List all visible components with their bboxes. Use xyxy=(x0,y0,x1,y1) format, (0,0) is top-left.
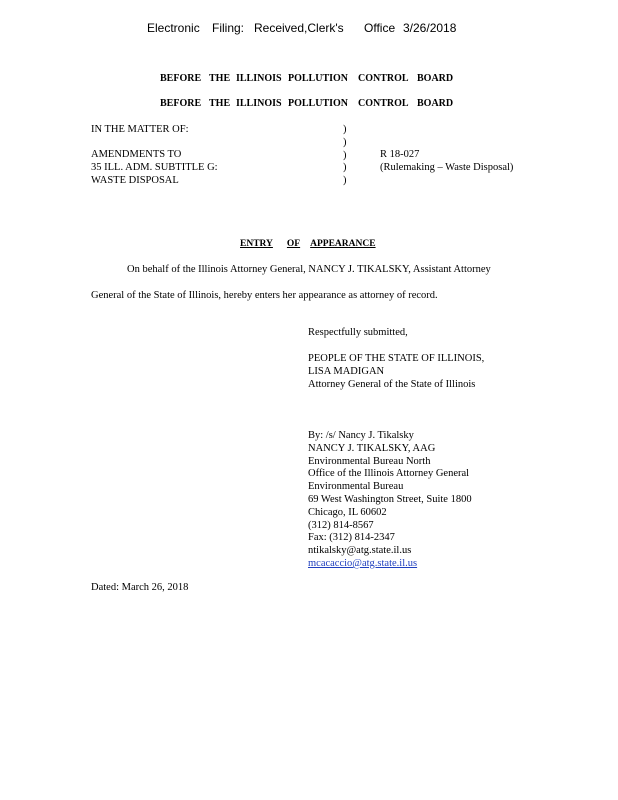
board-header-2-control: CONTROL xyxy=(358,98,409,109)
people-block xyxy=(308,353,484,391)
board-header-1-board: BOARD xyxy=(417,73,454,84)
street-address: 69 West Washington Street, Suite 1800 xyxy=(308,493,472,505)
body-line-2: General of the State of Illinois, hereby enters her appearance as attorney of record. xyxy=(91,290,438,301)
board-header-2-the: THE xyxy=(209,98,231,109)
caption-paren: ) xyxy=(343,175,347,187)
bureau-line: Environmental Bureau North xyxy=(308,455,431,467)
stamp-date: 3/26/2018 xyxy=(403,21,457,35)
title-word-entry: ENTRY xyxy=(240,239,273,249)
caption-paren: ) xyxy=(343,136,347,148)
stamp-word-filing: Filing: xyxy=(212,21,245,35)
document-title xyxy=(240,239,396,249)
email-primary: ntikalsky@atg.state.il.us xyxy=(308,545,412,557)
email-link[interactable]: mcacaccio@atg.state.il.us xyxy=(308,557,418,569)
body-line-1: On behalf of the Illinois Attorney General, NANCY J. TIKALSKY, Assistant Attorney xyxy=(127,264,491,275)
closing-respectfully: Respectfully submitted, xyxy=(308,327,408,338)
rulemaking-label: (Rulemaking – Waste Disposal) xyxy=(380,161,514,173)
caption-paren: ) xyxy=(343,162,347,174)
title-word-appearance: APPEARANCE xyxy=(310,239,376,249)
caption-line-waste: WASTE DISPOSAL xyxy=(91,174,179,186)
fax-number: Fax: (312) 814-2347 xyxy=(308,532,395,544)
stamp-word-electronic: Electronic xyxy=(147,21,200,35)
stamp-word-office: Office xyxy=(364,21,396,35)
caption-line-subtitle: 35 ILL. ADM. SUBTITLE G: xyxy=(91,161,218,173)
caption-title-block xyxy=(91,149,218,187)
dated-line: Dated: March 26, 2018 xyxy=(91,582,189,593)
docket-number: R 18-027 xyxy=(380,149,420,160)
stamp-word-received: Received,Clerk's xyxy=(254,21,344,35)
city-state-zip: Chicago, IL 60602 xyxy=(308,506,387,518)
caption-paren-column xyxy=(343,124,347,188)
caption-paren: ) xyxy=(343,124,347,135)
board-header-2-before: BEFORE xyxy=(160,98,202,109)
signature-by-line: By: /s/ Nancy J. Tikalsky xyxy=(308,430,414,441)
attorney-general-name: LISA MADIGAN xyxy=(308,365,385,377)
attorney-general-title: Attorney General of the State of Illinois xyxy=(308,378,476,390)
contact-block xyxy=(308,430,472,571)
caption-in-the-matter: IN THE MATTER OF: xyxy=(91,124,189,135)
title-word-of: OF xyxy=(286,239,301,249)
board-header-2-pollution: POLLUTION xyxy=(288,98,349,109)
board-header-1-control: CONTROL xyxy=(358,73,409,84)
people-line: PEOPLE OF THE STATE OF ILLINOIS, xyxy=(308,353,485,364)
caption-paren: ) xyxy=(343,149,347,161)
board-header-1-before: BEFORE xyxy=(160,73,202,84)
board-header-2-illinois: ILLINOIS xyxy=(236,98,282,109)
caption-line-amendments: AMENDMENTS TO xyxy=(91,149,182,160)
caption-docket-block xyxy=(380,149,513,175)
board-header-2-board: BOARD xyxy=(417,98,454,109)
signer-name: NANCY J. TIKALSKY, AAG xyxy=(308,442,436,454)
board-header-1-illinois: ILLINOIS xyxy=(236,73,282,84)
office-line: Office of the Illinois Attorney General xyxy=(308,468,470,480)
phone-number: (312) 814-8567 xyxy=(308,519,374,531)
board-header-1-pollution: POLLUTION xyxy=(288,73,349,84)
bureau-line-2: Environmental Bureau xyxy=(308,481,404,493)
board-header-1-the: THE xyxy=(209,73,231,84)
